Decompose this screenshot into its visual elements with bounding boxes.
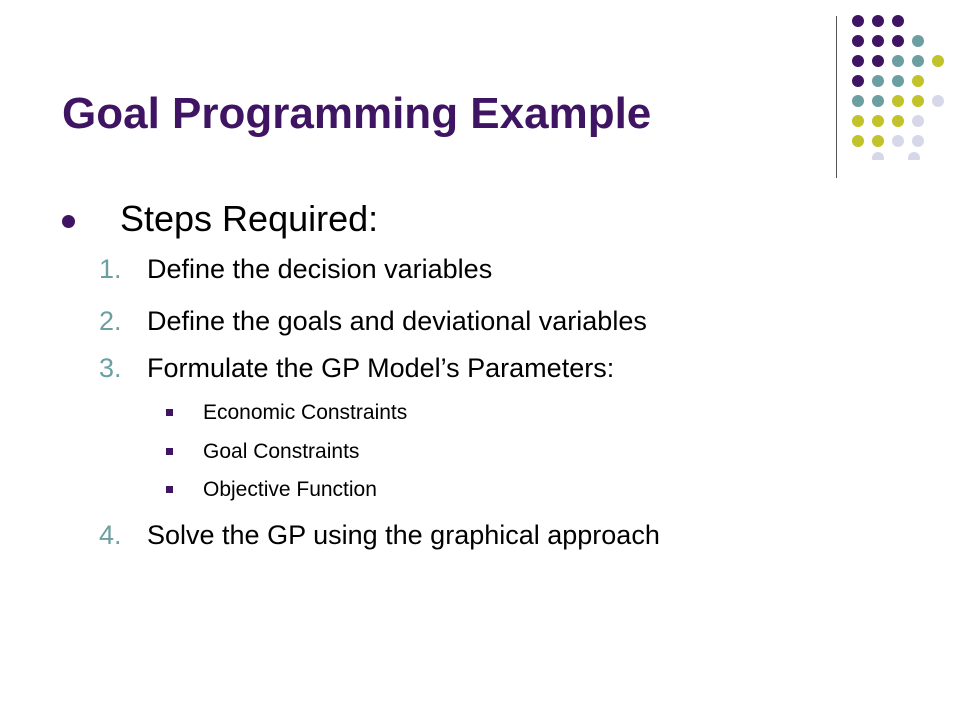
deco-dot	[852, 135, 864, 147]
deco-dot	[912, 75, 924, 87]
square-bullet-icon	[166, 486, 173, 493]
step-text: Solve the GP using the graphical approach	[147, 520, 660, 550]
slide-title: Goal Programming Example	[62, 89, 652, 138]
deco-dot	[912, 35, 924, 47]
step-text: Define the goals and deviational variables	[147, 306, 647, 336]
deco-dot	[852, 75, 864, 87]
deco-dot	[912, 55, 924, 67]
bullet-dot-icon	[62, 215, 75, 228]
deco-dot	[892, 115, 904, 127]
deco-dot	[852, 95, 864, 107]
deco-dot	[872, 152, 884, 160]
sub-step-text: Economic Constraints	[203, 401, 408, 424]
deco-dot	[872, 95, 884, 107]
decorative-divider	[836, 16, 837, 178]
deco-dot	[852, 55, 864, 67]
deco-dot	[892, 55, 904, 67]
square-bullet-icon	[166, 409, 173, 416]
deco-dot	[912, 95, 924, 107]
deco-dot	[932, 95, 944, 107]
deco-dot	[932, 55, 944, 67]
deco-dot	[892, 135, 904, 147]
deco-dot	[872, 15, 884, 27]
step-text: Define the decision variables	[147, 254, 493, 284]
deco-dot	[872, 75, 884, 87]
deco-dot	[852, 35, 864, 47]
deco-dot	[872, 115, 884, 127]
deco-dot	[892, 95, 904, 107]
deco-dot	[852, 115, 864, 127]
deco-dot	[912, 135, 924, 147]
step-text: Formulate the GP Model’s Parameters:	[147, 353, 615, 383]
decorative-dot-grid	[848, 12, 954, 160]
deco-dot	[892, 35, 904, 47]
deco-dot	[892, 75, 904, 87]
deco-dot	[872, 135, 884, 147]
main-bullet-text: Steps Required:	[120, 198, 379, 239]
deco-dot	[852, 15, 864, 27]
deco-dot	[908, 152, 920, 160]
sub-step-text: Objective Function	[203, 478, 377, 501]
deco-dot	[872, 55, 884, 67]
step-number: 1.	[99, 254, 122, 284]
deco-dot	[872, 35, 884, 47]
deco-dot	[892, 15, 904, 27]
deco-dot	[912, 115, 924, 127]
step-number: 4.	[99, 520, 122, 550]
square-bullet-icon	[166, 448, 173, 455]
step-number: 3.	[99, 353, 122, 383]
sub-step-text: Goal Constraints	[203, 440, 360, 463]
step-number: 2.	[99, 306, 122, 336]
